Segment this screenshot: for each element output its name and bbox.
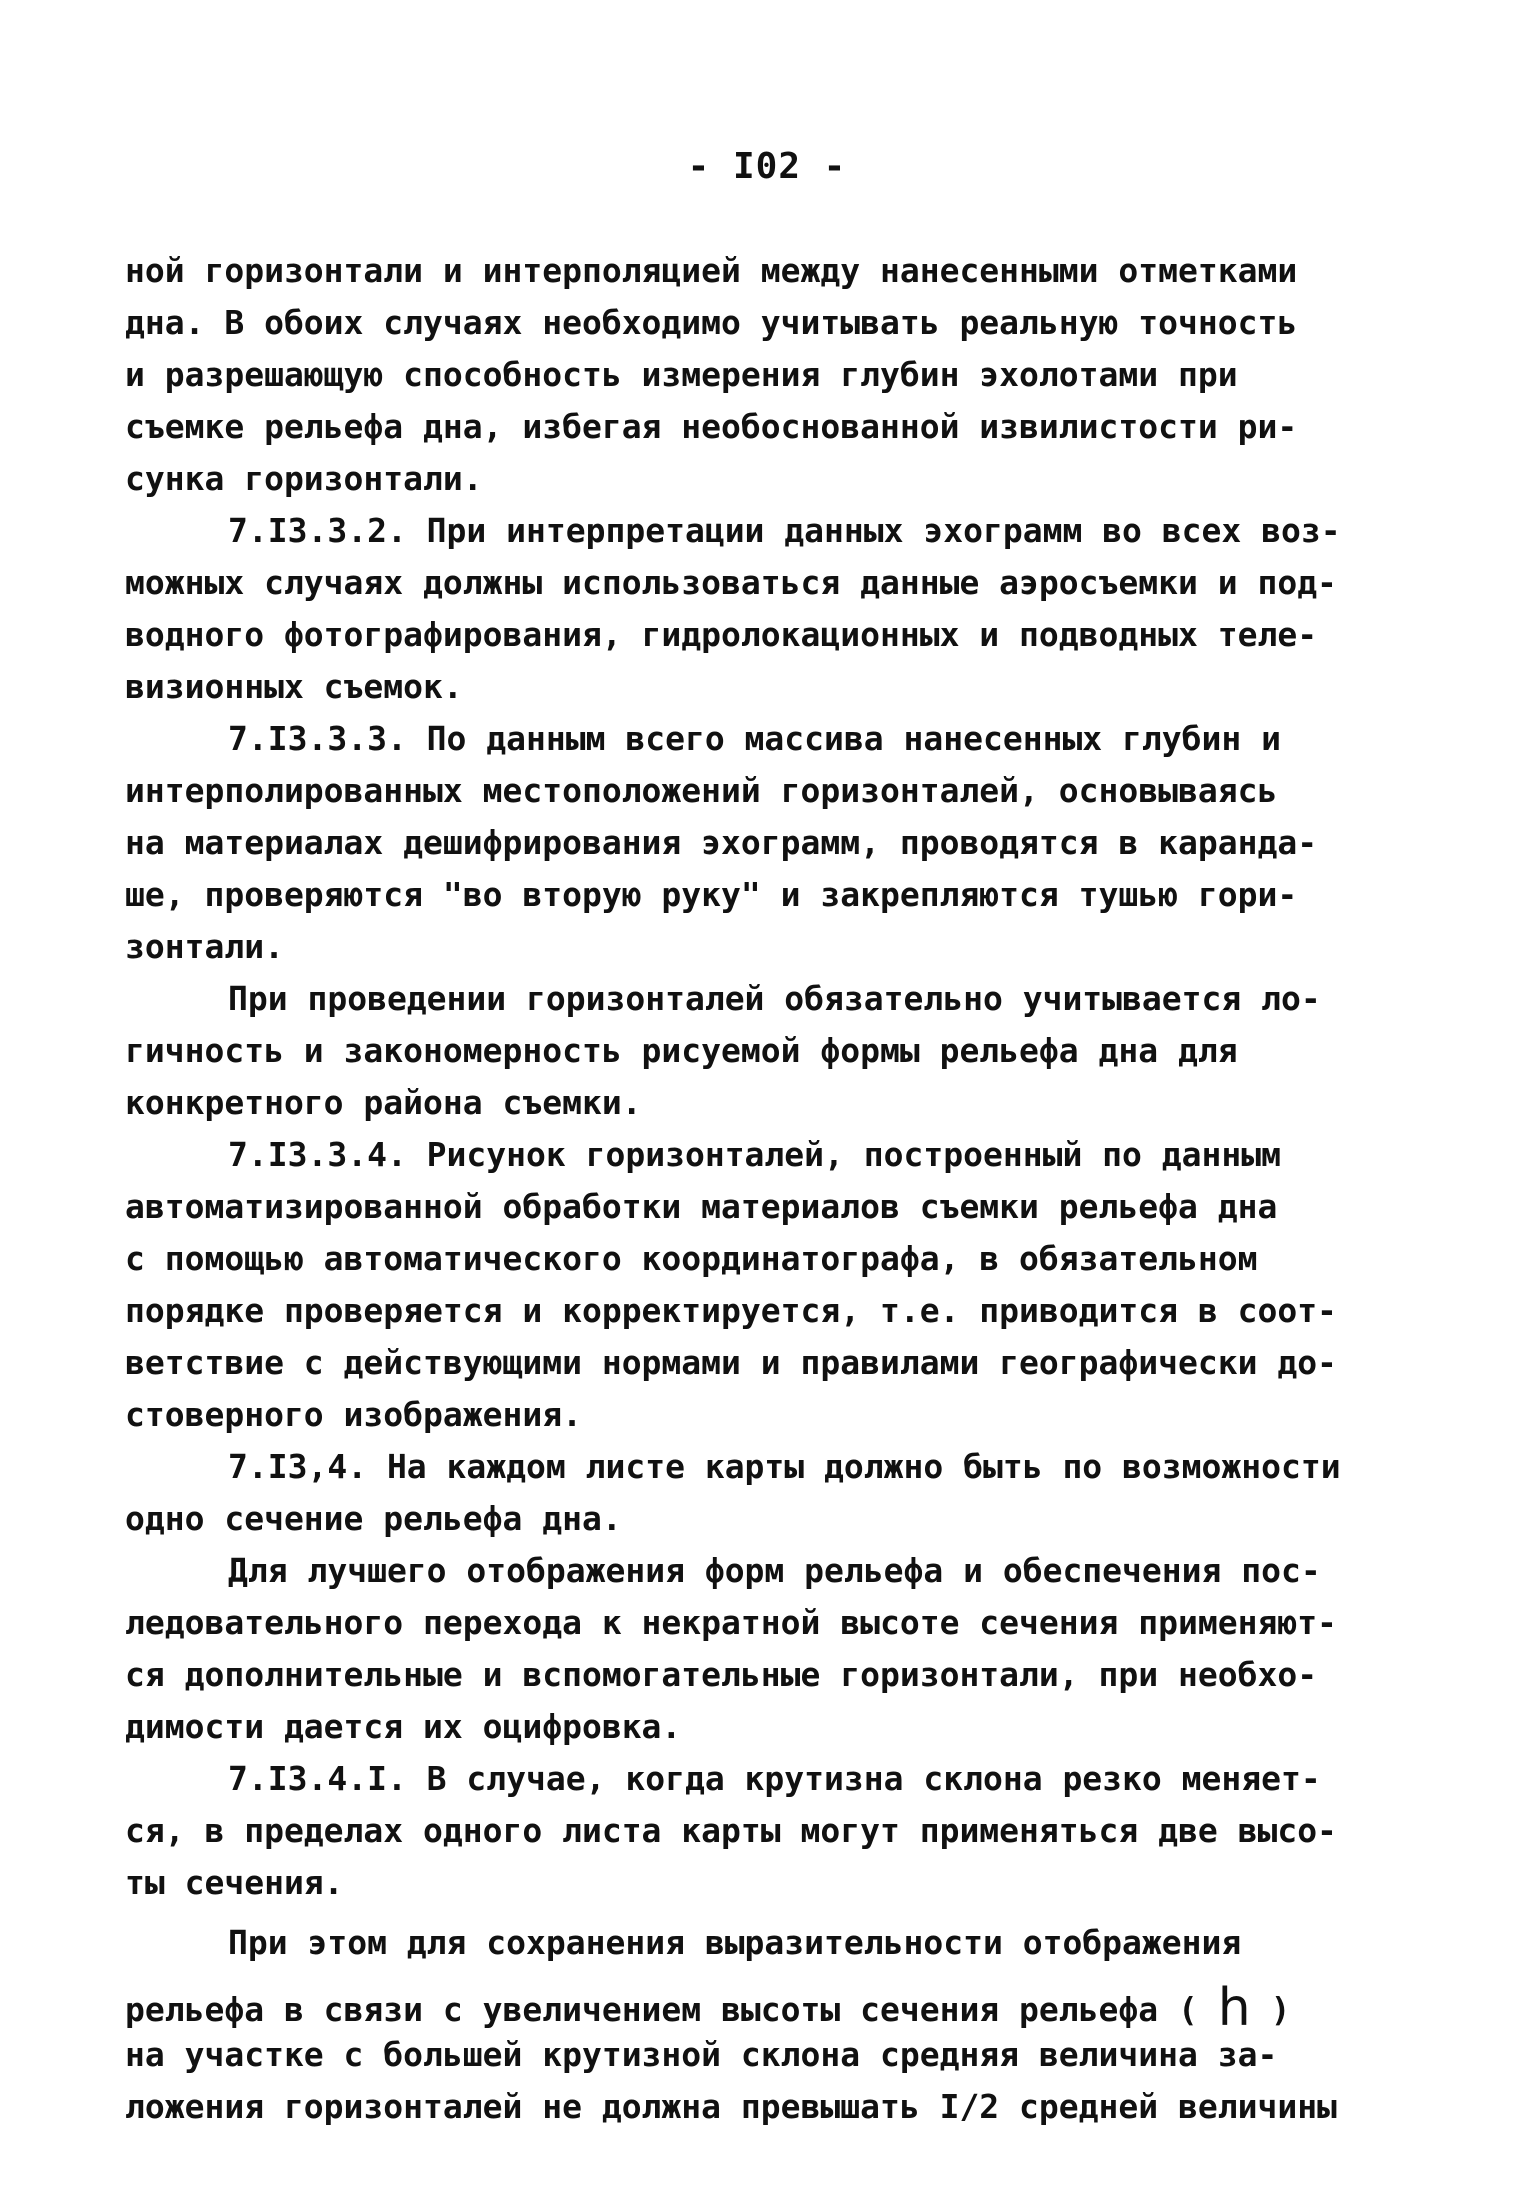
text-line: ся, в пределах одного листа карты могут применяться две высо- — [125, 1811, 1337, 1850]
text-line: интерполированных местоположений горизонталей, основываясь — [125, 771, 1278, 810]
text-line: съемке рельефа дна, избегая необоснованной извилистости ри- — [125, 407, 1298, 446]
text-line: на участке с большей крутизной склона средняя величина за- — [125, 2035, 1278, 2074]
text-line: конкретного района съемки. — [125, 1083, 642, 1122]
text-line: ше, проверяются "во вторую руку" и закрепляются тушью гори- — [125, 875, 1298, 914]
text-line: можных случаях должны использоваться данные аэросъемки и под- — [125, 563, 1337, 602]
paragraph-start-line: При проведении горизонталей обязательно учитывается ло- — [228, 979, 1321, 1018]
text-line: визионных съемок. — [125, 667, 463, 706]
section-heading-line: 7.I3.4.I. В случае, когда крутизна склона резко меняет- — [228, 1759, 1321, 1798]
text-line: ветствие с действующими нормами и правилами географически до- — [125, 1343, 1337, 1382]
text-line: ты сечения. — [125, 1863, 344, 1902]
text-line: порядке проверяется и корректируется, т.е. приводится в соот- — [125, 1291, 1337, 1330]
text-line-with-symbol — [125, 1978, 1291, 2038]
text-line: гичность и закономерность рисуемой формы рельефа дна для — [125, 1031, 1238, 1070]
text-line: стоверного изображения. — [125, 1395, 582, 1434]
section-heading-line: 7.I3.3.4. Рисунок горизонталей, построенный по данным — [228, 1135, 1281, 1174]
section-heading-line: 7.I3.3.3. По данным всего массива нанесенных глубин и — [228, 719, 1281, 758]
line-text: рельефа в связи с увеличением высоты сечения рельефа ( — [125, 1990, 1198, 2029]
text-line: автоматизированной обработки материалов съемки рельефа дна — [125, 1187, 1278, 1226]
text-line: одно сечение рельефа дна. — [125, 1499, 622, 1538]
page-number: - I02 - — [687, 146, 847, 187]
text-line: зонтали. — [125, 927, 284, 966]
text-line: и разрешающую способность измерения глубин эхолотами при — [125, 355, 1238, 394]
section-heading-line: 7.I3.3.2. При интерпретации данных эхограмм во всех воз- — [228, 511, 1341, 550]
text-line: на материалах дешифрирования эхограмм, проводятся в каранда- — [125, 823, 1318, 862]
text-line: ледовательного перехода к некратной высоте сечения применяют- — [125, 1603, 1337, 1642]
paragraph-start-line: Для лучшего отображения форм рельефа и обеспечения пос- — [228, 1551, 1321, 1590]
text-line: димости дается их оцифровка. — [125, 1707, 682, 1746]
close-paren: ) — [1270, 1990, 1291, 2029]
text-line: сунка горизонтали. — [125, 459, 483, 498]
section-heading-line: 7.I3,4. На каждом листе карты должно быть по возможности — [228, 1447, 1341, 1486]
text-line: ся дополнительные и вспомогательные горизонтали, при необхо- — [125, 1655, 1318, 1694]
paragraph-start-line: При этом для сохранения выразительности отображения — [228, 1923, 1242, 1962]
text-line: ложения горизонталей не должна превышать I/2 средней величины — [125, 2087, 1337, 2126]
text-line: с помощью автоматического координатографа, в обязательном — [125, 1239, 1258, 1278]
text-line: водного фотографирования, гидролокационных и подводных теле- — [125, 615, 1318, 654]
text-line: ной горизонтали и интерполяцией между нанесенными отметками — [125, 251, 1298, 290]
h-symbol: h — [1217, 1978, 1251, 2038]
text-line: дна. В обоих случаях необходимо учитывать реальную точность — [125, 303, 1298, 342]
